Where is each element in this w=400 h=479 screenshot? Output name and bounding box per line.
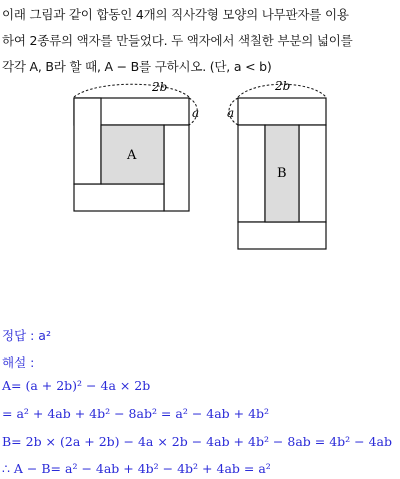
right-frame-board-left — [238, 125, 265, 222]
left-frame-2b-arc — [74, 84, 189, 97]
left-frame-board-right — [164, 125, 189, 211]
explanation-label: 해설 : — [2, 355, 35, 370]
left-frame-a-label: a — [192, 106, 200, 120]
left-frame-board-left — [74, 98, 101, 184]
right-frame-a-label: a — [227, 106, 235, 120]
problem-text — [2, 2, 398, 80]
solution-step-4: ∴ A − B= a² − 4ab + 4b² − 4b² + 4ab = a² — [2, 461, 271, 476]
left-frame-board-bottom — [74, 184, 164, 211]
solution-step-1: A= (a + 2b)² − 4a × 2b — [2, 378, 151, 393]
right-frame-2b-label: 2b — [275, 79, 291, 93]
right-frame-board-top — [238, 98, 326, 125]
solution-step-2: = a² + 4ab + 4b² − 8ab² = a² − 4ab + 4b² — [2, 406, 270, 421]
left-frame-2b-label: 2b — [152, 80, 168, 94]
problem-line-2: 하여 2종류의 액자를 만들었다. 두 액자에서 색칠한 부분의 넓이를 — [2, 33, 353, 48]
solution-step-3: B= 2b × (2a + 2b) − 4a × 2b − 4ab + 4b² − 8ab = 4b² − 4ab — [2, 434, 392, 449]
problem-line-3: 각각 A, B라 할 때, A − B를 구하시오. (단, a < b) — [2, 59, 272, 74]
frames-figure — [0, 78, 400, 258]
answer-line: 정답 : a² — [2, 328, 51, 343]
right-frame-board-bottom — [238, 222, 326, 249]
right-frame-B-label: B — [277, 166, 287, 181]
right-frame-board-right — [299, 125, 326, 222]
problem-line-1: 이래 그림과 같이 합동인 4개의 직사각형 모양의 나무판자를 이용 — [2, 7, 349, 22]
left-frame-A-label: A — [127, 148, 137, 163]
